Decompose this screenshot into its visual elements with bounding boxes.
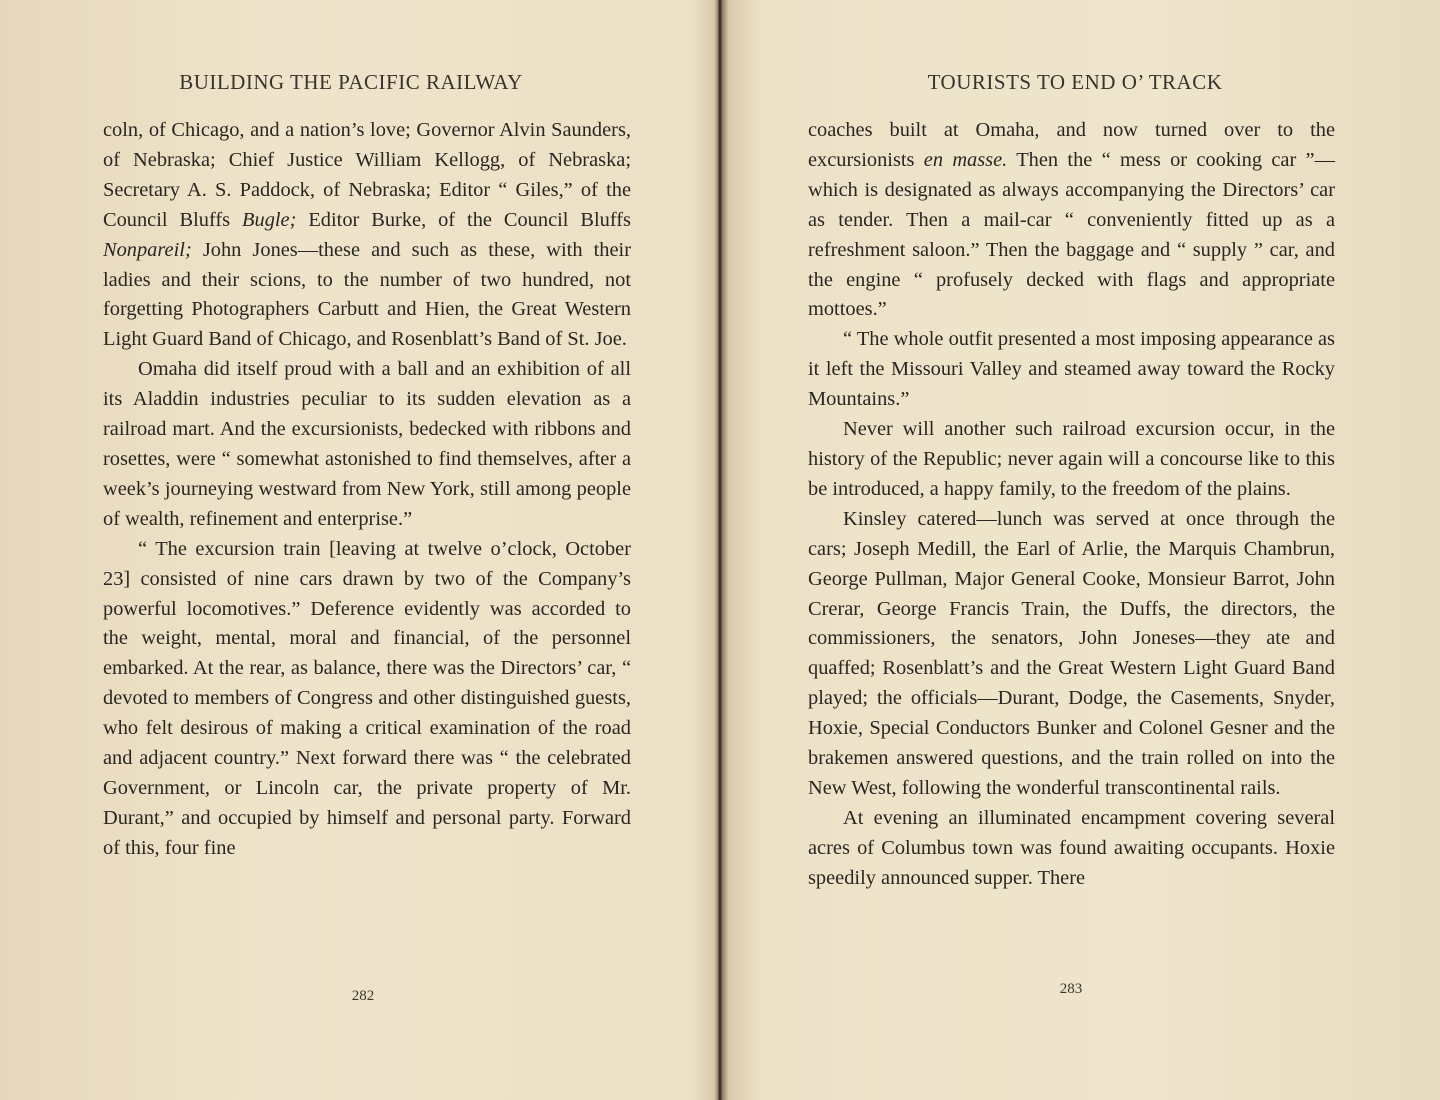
text-segment: coaches built at Omaha, and now turned over to the excursionists	[808, 119, 1335, 171]
left-paragraph-1	[103, 116, 631, 355]
text-segment: Omaha did itself proud with a ball and an exhibition of all its Aladdin industries peculiar to its sudden elevation as a railroad mart. And the excursionists, bedecked with ribbons and rosettes, were “ somewhat astonished to find themselves, after a week’s journeying westward from New York, still among people of wealth, refinement and enterprise.”	[103, 358, 631, 530]
right-page	[722, 0, 1440, 1100]
italic-segment: en masse.	[923, 148, 1008, 171]
right-paragraph-5	[808, 804, 1335, 894]
right-paragraph-3	[808, 415, 1335, 505]
right-paragraph-4	[808, 505, 1335, 804]
left-running-head: BUILDING THE PACIFIC RAILWAY	[179, 70, 523, 94]
right-page-number: 283	[1059, 981, 1083, 997]
right-text-block	[808, 116, 1335, 894]
italic-segment: Bugle;	[242, 208, 297, 231]
text-segment: Never will another such railroad excursion occur, in the history of the Republic; never again will a concourse like to this be introduced, a happy family, to the freedom of the plains.	[808, 418, 1335, 500]
text-segment: John Jones—these and such as these, with their ladies and their scions, to the number of two hundred, not forgetting Photographers Carbutt and Hien, the Great Western Light Guard Band of Chicago, and Rosenblatt’s Band of St. Joe.	[103, 238, 631, 351]
italic-segment: Nonpareil;	[103, 238, 192, 261]
left-text-block	[103, 116, 631, 864]
text-segment: Kinsley catered—lunch was served at once through the cars; Joseph Medill, the Earl of Arlie, the Marquis Chambrun, George Pullman, Major General Cooke, Monsieur Barrot, John Crerar, George Francis Train, the Duffs, the directors, the commissioners, the senators, John Joneses—they ate and quaffed; Rosenblatt’s and the Great Western Light Guard Band played; the officials—Durant, Dodge, the Casements, Snyder, Hoxie, Special Conductors Bunker and Colonel Gesner and the brakemen answered questions, and the train rolled on into the New West, following the wonderful transcontinental rails.	[808, 507, 1335, 799]
text-segment: “ The excursion train [leaving at twelve o’clock, October 23] consisted of nine cars drawn by two of the Company’s powerful locomotives.” Deference evidently was accorded to the weight, mental, moral and financial, of the personnel embarked. At the rear, as balance, there was the Directors’ car, “ devoted to members of Congress and other distinguished guests, who felt desirous of making a critical examination of the road and adjacent country.” Next forward there was “ the celebrated Government, or Lincoln car, the private property of Mr. Durant,” and occupied by himself and personal party. Forward of this, four fine	[103, 537, 631, 859]
left-paragraph-3	[103, 535, 631, 864]
left-page	[0, 0, 718, 1100]
left-paragraph-2	[103, 355, 631, 534]
text-segment: Then the “ mess or cooking car ”—which is designated as always accompanying the Directors’ car as tender. Then a mail-car “ conveniently fitted up as a refreshment saloon.” Then the baggage and “ supply ” car, and the engine “ profusely decked with flags and appropriate mottoes.”	[808, 148, 1335, 321]
text-segment: At evening an illuminated encampment covering several acres of Columbus town was found awaiting occupants. Hoxie speedily announced supper. There	[808, 806, 1335, 889]
text-segment: coln, of Chicago, and a nation’s love; Governor Alvin Saunders, of Nebraska; Chief Justice William Kellogg, of Nebraska; Secretary A. S. Paddock, of Nebraska; Editor “ Giles,” of the Council Bluffs	[103, 119, 631, 231]
text-segment: “ The whole outfit presented a most imposing appearance as it left the Missouri Valley and steamed away toward the Rocky Mountains.”	[808, 328, 1335, 411]
right-running-head: TOURISTS TO END O’ TRACK	[927, 70, 1223, 94]
right-paragraph-1	[808, 116, 1335, 325]
right-paragraph-2	[808, 325, 1335, 415]
left-page-number: 282	[351, 988, 375, 1004]
text-segment: Editor Burke, of the Council Bluffs	[296, 208, 631, 231]
